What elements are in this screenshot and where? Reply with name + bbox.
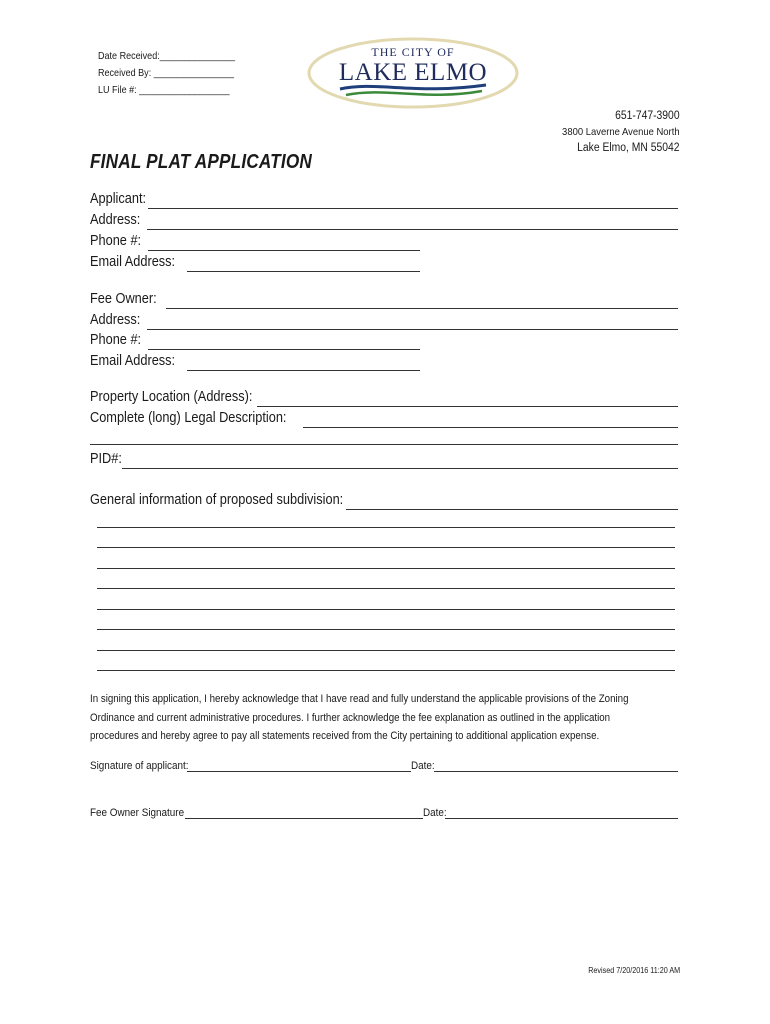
legal-description-line-2[interactable] [90,443,678,445]
legal-description-field[interactable] [90,409,678,428]
office-use-block [98,48,235,99]
owner-signature-line[interactable] [185,807,423,819]
page-title: FINAL PLAT APPLICATION [90,151,312,173]
contact-block [562,108,680,156]
applicant-address-line[interactable] [147,215,678,230]
applicant-address-field[interactable] [90,211,678,230]
owner-signature-row[interactable] [90,807,678,819]
applicant-email-line[interactable] [187,257,420,272]
general-info-label: General information of proposed subdivision: [90,492,344,508]
general-info-line-3[interactable] [97,546,675,548]
fee-owner-address-line[interactable] [147,315,678,330]
general-info-line-9[interactable] [97,669,675,671]
owner-date-label: Date: [422,807,447,819]
fee-owner-phone-line[interactable] [148,335,420,350]
lu-file-label: LU File #: __________________ [98,84,230,96]
general-info-line-5[interactable] [97,587,675,589]
logo-line2: LAKE ELMO [338,59,488,86]
acknowledgement-text: In signing this application, I hereby acknowledge that I have read and fully understand the applicable provisions of the Zoning Ordinance and current administrative procedures. I further acknowledge the fee explanation as outlined in the application procedures and hereby agree to pay all statements received from the City pertaining to additional application expense. [90,693,629,742]
fee-owner-address-label: Address: [90,312,141,328]
property-location-label: Property Location (Address): [90,389,253,405]
legal-description-line[interactable] [303,413,678,428]
applicant-signature-row[interactable] [90,760,678,772]
city-logo [306,37,520,109]
general-info-line-4[interactable] [97,567,675,569]
fee-owner-email-field[interactable] [90,352,420,371]
applicant-field[interactable] [90,190,678,209]
general-info-line-2[interactable] [97,526,675,528]
applicant-email-field[interactable] [90,253,420,272]
date-received-label: Date Received:_______________ [98,50,236,62]
property-location-line[interactable] [257,392,678,407]
fee-owner-email-line[interactable] [187,356,420,371]
pid-field[interactable] [90,450,678,469]
applicant-phone-line[interactable] [148,236,420,251]
received-by-label: Received By: ________________ [98,67,235,79]
legal-description-label: Complete (long) Legal Description: [90,410,287,426]
revision-date: Revised 7/20/2016 11:20 AM [588,966,680,975]
applicant-line[interactable] [148,194,678,209]
fee-owner-label: Fee Owner: [90,291,157,307]
applicant-date-label: Date: [411,760,436,772]
applicant-phone-label: Phone #: [90,233,142,249]
fee-owner-email-label: Email Address: [90,353,176,369]
fee-owner-address-field[interactable] [90,311,678,330]
fee-owner-phone-field[interactable] [90,331,420,350]
property-location-field[interactable] [90,388,678,407]
general-info-line[interactable] [346,495,678,510]
general-info-field[interactable] [90,491,678,510]
owner-date-line[interactable] [445,807,678,819]
general-info-line-6[interactable] [97,608,675,610]
applicant-date-line[interactable] [434,760,678,772]
street-address: 3800 Laverne Avenue North [562,126,680,138]
city-state-zip: Lake Elmo, MN 55042 [577,142,680,154]
fee-owner-field[interactable] [90,290,678,309]
applicant-phone-field[interactable] [90,232,420,251]
logo-line1: THE CITY OF [371,45,455,59]
pid-line[interactable] [122,454,678,469]
phone-number: 651-747-3900 [615,110,680,122]
general-info-line-7[interactable] [97,628,675,630]
fee-owner-phone-label: Phone #: [90,332,142,348]
applicant-address-label: Address: [90,212,141,228]
applicant-signature-line[interactable] [187,760,411,772]
pid-label: PID#: [90,451,122,467]
owner-signature-label: Fee Owner Signature [90,807,185,819]
fee-owner-line[interactable] [166,294,678,309]
applicant-label: Applicant: [90,191,147,207]
general-info-line-8[interactable] [97,649,675,651]
applicant-signature-label: Signature of applicant: [90,760,189,772]
applicant-email-label: Email Address: [90,254,176,270]
